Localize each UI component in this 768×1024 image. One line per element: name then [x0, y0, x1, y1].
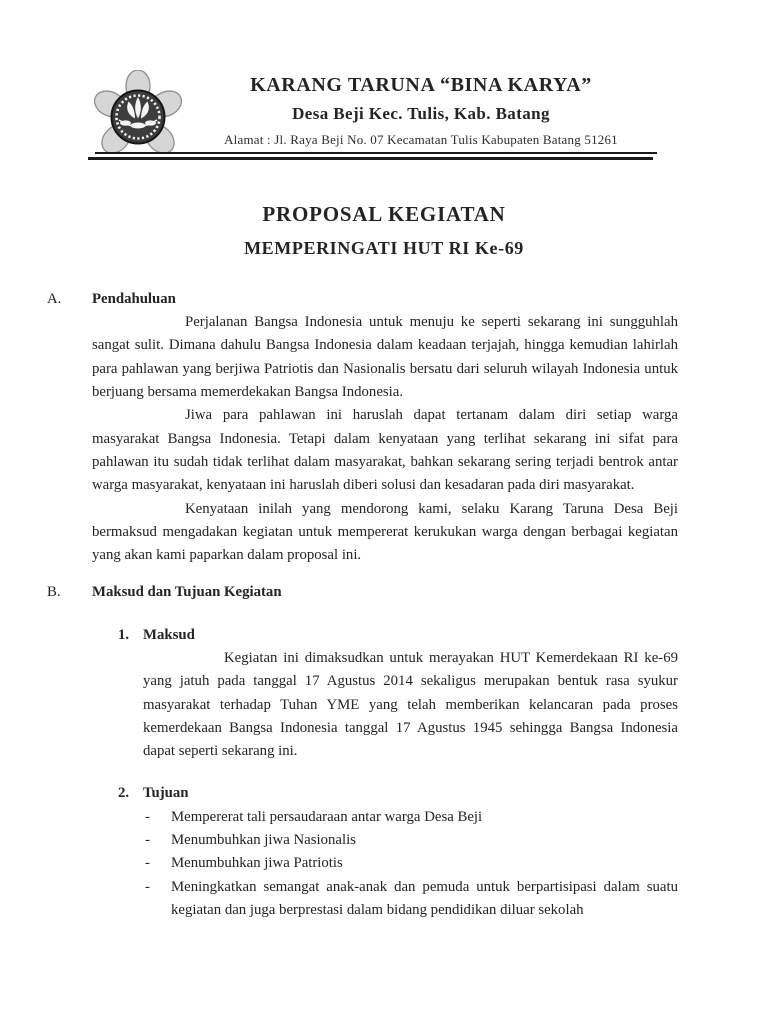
- document-subtitle: MEMPERINGATI HUT RI Ke-69: [244, 238, 524, 259]
- letterhead-org-name: KARANG TARUNA “BINA KARYA”: [250, 74, 592, 96]
- list-item-text: Mempererat tali persaudaraan antar warga Desa Beji: [171, 808, 483, 825]
- subsection-maksud-number: 1.: [118, 626, 130, 643]
- paragraph: Kenyataan inilah yang mendorong kami, selaku Karang Taruna Desa Beji bermaksud mengadakan kegiatan untuk mempererat kerukukan warga dengan berbagai kegiatan yang akan kami paparkan dalam proposal ini.: [92, 500, 678, 564]
- letterhead-address: Alamat : Jl. Raya Beji No. 07 Kecamatan Tulis Kabupaten Batang 51261: [224, 131, 618, 147]
- section-a-title: Pendahuluan: [92, 290, 176, 307]
- paragraph: Perjalanan Bangsa Indonesia untuk menuju ke seperti sekarang ini sungguhlah sangat sulit. Dimana dahulu Bangsa Indonesia dalam keadaan terjajah, hingga kemudian lahirlah para pahlawan yang berjiwa Patriotis dan Nasionalis bersatu dari seluruh wilayah Indonesia untuk berjuang bersama memerdekakan Bangsa Indonesia.: [92, 314, 678, 401]
- subsection-maksud-heading: [118, 624, 678, 647]
- list-item-text: Menumbuhkan jiwa Nasionalis: [171, 832, 356, 849]
- subsection-maksud-title: Maksud: [143, 626, 195, 643]
- section-a-letter: A.: [47, 290, 62, 307]
- paragraph: Jiwa para pahlawan ini haruslah dapat tertanam dalam diri setiap warga masyarakat Bangsa Indonesia. Tetapi dalam kenyataan yang terlihat sekarang ini sifat para pahlawan itu sudah tidak terlihat dalam masyarakat, bahkan sekarang sering terjadi bentrok antar warga masyarakat, kenyataan ini haruslah diberi solusi dan kesadaran pada diri masyarakat.: [92, 407, 678, 494]
- section-b-title: Maksud dan Tujuan Kegiatan: [92, 584, 282, 601]
- bullet-dash: -: [145, 878, 150, 895]
- document-body: [0, 288, 768, 922]
- section-b-body: [92, 624, 678, 923]
- list-item-text: Meningkatkan semangat anak-anak dan pemuda untuk berpartisipasi dalam suatu kegiatan dan juga berprestasi dalam bidang pendidikan diluar sekolah: [171, 878, 678, 918]
- subsection-tujuan-title: Tujuan: [143, 785, 189, 802]
- list-item: [143, 852, 678, 875]
- letterhead: [172, 74, 670, 147]
- tujuan-bullet-list: [143, 806, 678, 922]
- section-b-heading: [47, 581, 678, 604]
- document-title: PROPOSAL KEGIATAN: [262, 202, 506, 226]
- subsection-maksud: [118, 624, 678, 764]
- letterhead-divider-top: [95, 152, 657, 154]
- subsection-tujuan: [118, 782, 678, 922]
- letterhead-org-location: Desa Beji Kec. Tulis, Kab. Batang: [292, 104, 550, 123]
- subsection-tujuan-number: 2.: [118, 785, 130, 802]
- list-item: [143, 806, 678, 829]
- letterhead-divider-bottom: [88, 157, 653, 160]
- section-maksud-tujuan: [47, 581, 678, 922]
- section-a-body: [92, 311, 678, 567]
- bullet-dash: -: [145, 832, 150, 849]
- paragraph: Kegiatan ini dimaksudkan untuk merayakan HUT Kemerdekaan RI ke-69 yang jatuh pada tanggal 17 Agustus 2014 sekaligus merupakan bentuk rasa syukur masyarakat terhadap Tuhan YME yang telah memberikan kelancaran pada proses kemerdekaan Bangsa Indonesia tanggal 17 Agustus 1945 sehingga Bangsa Indonesia dapat seperti sekarang ini.: [143, 649, 678, 760]
- subsection-maksud-body: [143, 647, 678, 763]
- karang-taruna-logo-icon: [93, 70, 183, 164]
- section-pendahuluan: [47, 288, 678, 568]
- list-item-text: Menumbuhkan jiwa Patriotis: [171, 855, 343, 872]
- list-item: [143, 876, 678, 923]
- section-a-heading: [47, 288, 678, 311]
- bullet-dash: -: [145, 808, 150, 825]
- bullet-dash: -: [145, 855, 150, 872]
- list-item: [143, 829, 678, 852]
- section-b-letter: B.: [47, 584, 61, 601]
- subsection-tujuan-heading: [118, 782, 678, 805]
